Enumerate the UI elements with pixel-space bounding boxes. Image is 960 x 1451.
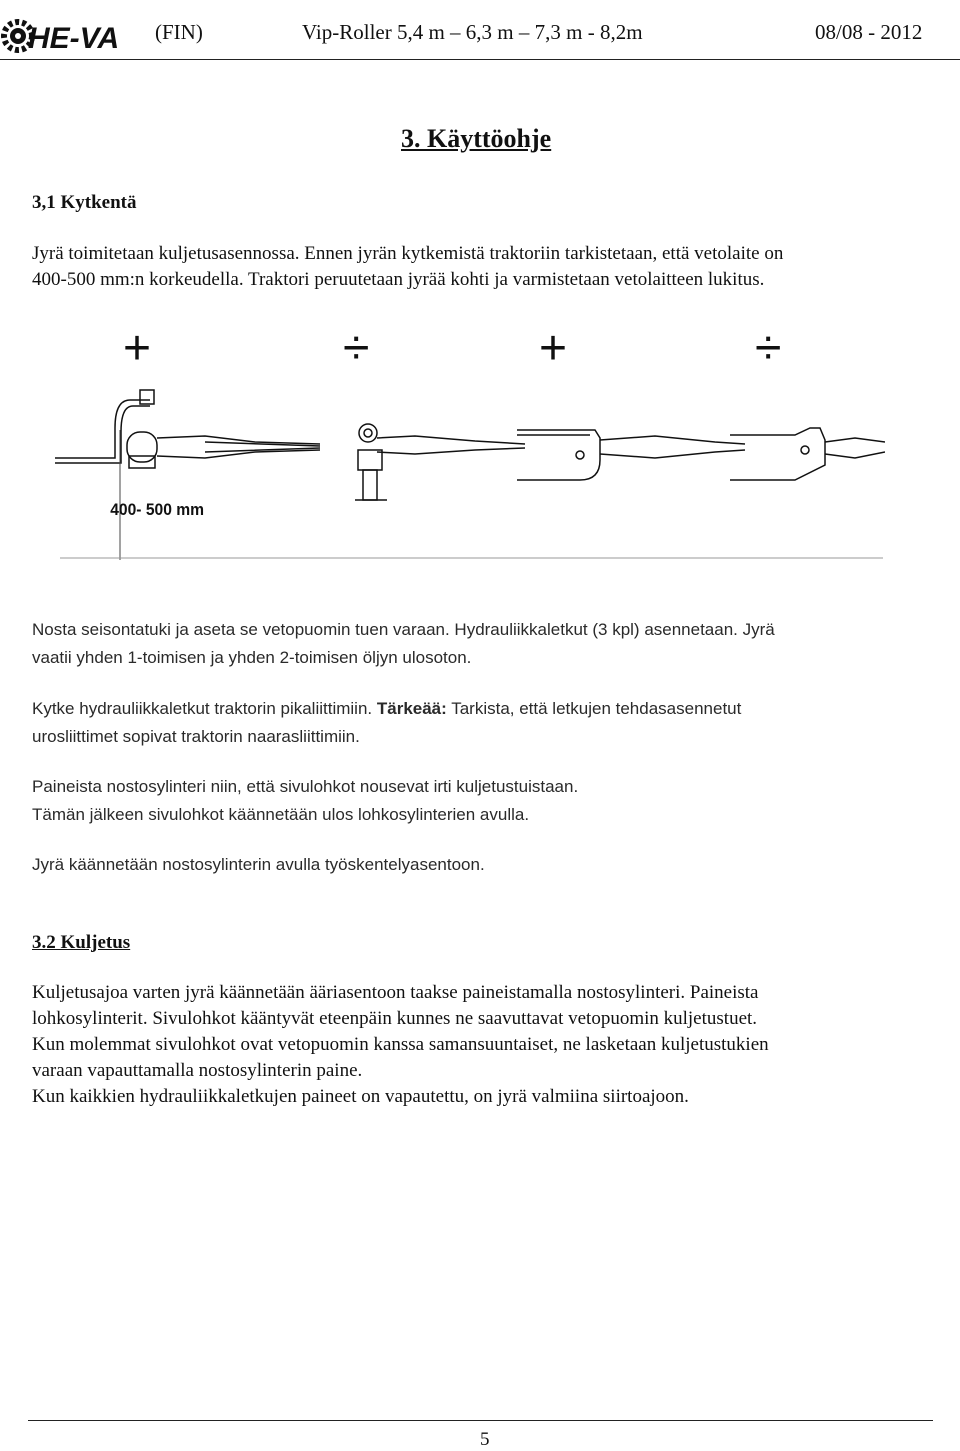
header-date: 08/08 - 2012 bbox=[815, 20, 923, 44]
text-line: urosliittimet sopivat traktorin naarasliittimiin. bbox=[32, 727, 360, 746]
subsection-heading-kuljetus: 3.2 Kuljetus bbox=[32, 932, 131, 953]
hitch-2-incorrect bbox=[355, 424, 525, 500]
paragraph-couplers bbox=[32, 695, 741, 751]
text-fragment: Tarkista, että letkujen tehdasasennetut bbox=[446, 699, 742, 718]
subsection-heading-kytkenta: 3,1 Kytkentä bbox=[32, 192, 137, 213]
hitch-3-correct bbox=[517, 430, 745, 480]
height-label: 400- 500 mm bbox=[110, 500, 205, 520]
text-line: varaan vapauttamalla nostosylinterin paine. bbox=[32, 1060, 363, 1081]
header-divider bbox=[0, 59, 960, 60]
text-fragment: Kytke hydrauliikkaletkut traktorin pikaliittimiin. bbox=[32, 699, 377, 718]
hitch-1-correct bbox=[55, 390, 320, 468]
page-number: 5 bbox=[480, 1429, 490, 1450]
paragraph-working-position: Jyrä käännetään nostosylinterin avulla työskentelyasentoon. bbox=[32, 855, 485, 874]
text-line: Paineista nostosylinteri niin, että sivulohkot nousevat irti kuljetustuistaan. bbox=[32, 777, 579, 796]
divide-mark: ÷ bbox=[343, 322, 370, 375]
logo-text: HE-VA bbox=[28, 22, 120, 55]
hitch-diagram bbox=[55, 320, 885, 565]
header-language: (FIN) bbox=[155, 20, 203, 44]
footer-divider bbox=[28, 1420, 933, 1421]
text-line: vaatii yhden 1-toimisen ja yhden 2-toimisen öljyn ulosoton. bbox=[32, 648, 472, 667]
plus-mark: + bbox=[123, 322, 152, 375]
important-keyword: Tärkeää: bbox=[376, 699, 447, 718]
section-title: 3. Käyttöohje bbox=[401, 124, 552, 153]
hitch-4-incorrect bbox=[730, 428, 885, 480]
text-line: Tämän jälkeen sivulohkot käännetään ulos lohkosylinterien avulla. bbox=[32, 805, 530, 824]
text-line: Jyrä toimitetaan kuljetusasennossa. Ennen jyrän kytkemistä traktoriin tarkistetaan, että vetolaite on bbox=[32, 243, 784, 264]
text-line: Nosta seisontatuki ja aseta se vetopuomin tuen varaan. Hydrauliikkaletkut (3 kpl) asennetaan. Jyrä bbox=[32, 620, 775, 639]
paragraph-lift-cylinder bbox=[32, 773, 578, 829]
paragraph-hydraulics bbox=[32, 616, 775, 672]
text-line: Kuljetusajoa varten jyrä käännetään ääriasentoon taakse paineistamalla nostosylinteri. Paineista bbox=[32, 982, 759, 1003]
header-title: Vip-Roller 5,4 m – 6,3 m – 7,3 m - 8,2m bbox=[302, 20, 643, 44]
text-line bbox=[32, 695, 741, 723]
he-va-logo bbox=[0, 8, 150, 60]
text-line: Kun kaikkien hydrauliikkaletkujen paineet on vapautettu, on jyrä valmiina siirtoajoon. bbox=[32, 1086, 689, 1107]
text-line: 400-500 mm:n korkeudella. Traktori peruutetaan jyrää kohti ja varmistetaan vetolaitteen lukitus. bbox=[32, 269, 765, 290]
divide-mark: ÷ bbox=[755, 322, 782, 375]
plus-mark: + bbox=[539, 322, 568, 375]
text-line: lohkosylinterit. Sivulohkot kääntyvät eteenpäin kunnes ne saavuttavat vetopuomin kuljetustuet. bbox=[32, 1008, 758, 1029]
text-line: Kun molemmat sivulohkot ovat vetopuomin kanssa samansuuntaiset, ne lasketaan kuljetustukien bbox=[32, 1034, 769, 1055]
paragraph-coupling-intro bbox=[32, 241, 783, 293]
paragraph-transport bbox=[32, 980, 769, 1110]
